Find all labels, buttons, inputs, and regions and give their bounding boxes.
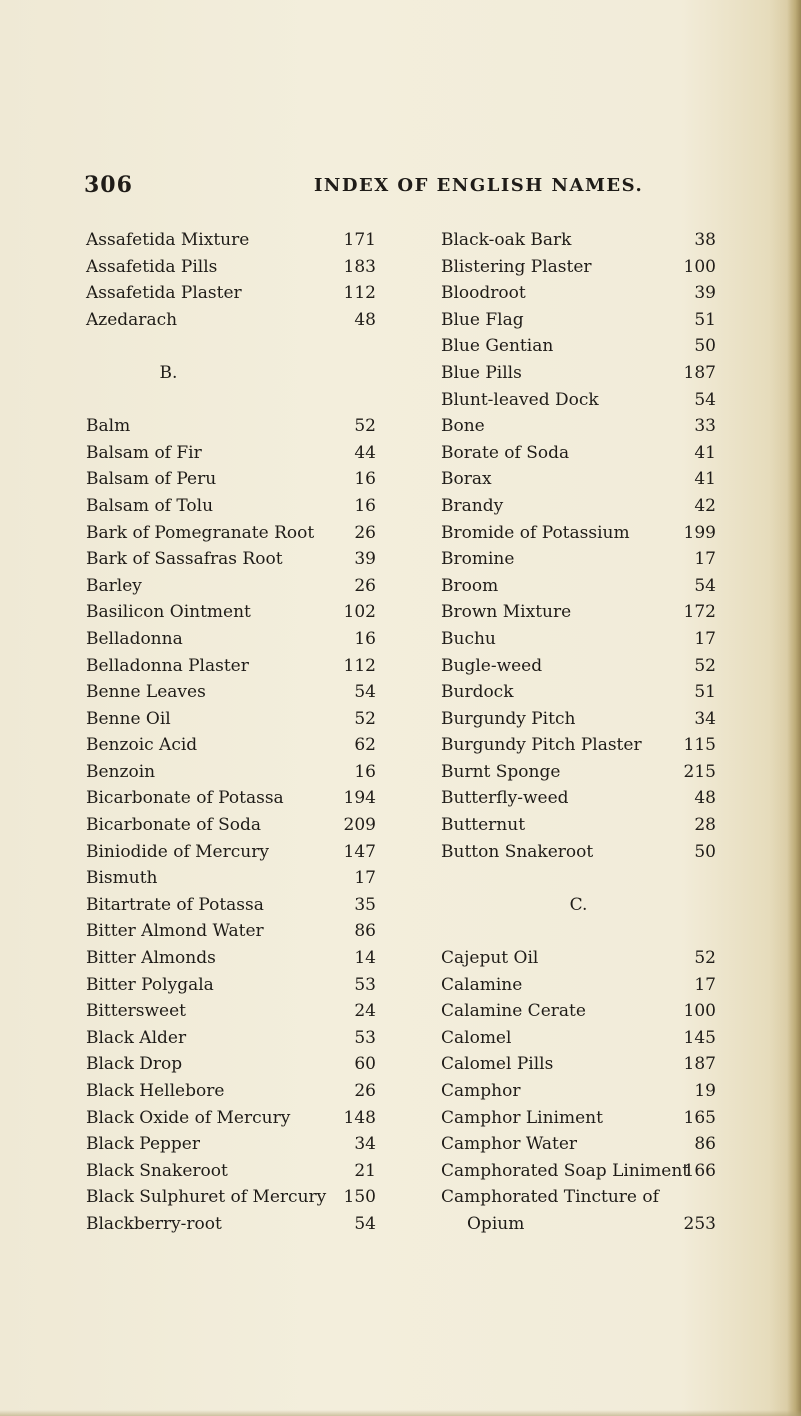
entry-name: Blue Flag xyxy=(441,309,524,330)
entry-page-number: 147 xyxy=(343,841,376,862)
entry-page-number: 50 xyxy=(694,336,716,357)
entry-page-number: 145 xyxy=(683,1027,716,1048)
entry-page-number: 53 xyxy=(354,1027,376,1048)
entry-page-number: 100 xyxy=(683,1001,716,1022)
entry-name: Black Sulphuret of Mercury xyxy=(86,1187,327,1208)
index-entry xyxy=(441,254,716,281)
index-entry xyxy=(86,546,376,573)
entry-page-number: 112 xyxy=(343,655,376,676)
entry-name: Buchu xyxy=(441,628,496,649)
index-entry xyxy=(441,865,716,892)
entry-name: Blackberry-root xyxy=(86,1213,222,1234)
entry-page-number: 16 xyxy=(354,495,376,516)
index-entry xyxy=(441,546,716,573)
index-entry xyxy=(86,706,376,733)
entry-page-number: 53 xyxy=(354,974,376,995)
entry-name: Broom xyxy=(441,575,499,596)
index-entry xyxy=(441,599,716,626)
entry-name: Calomel xyxy=(441,1027,512,1048)
entry-page-number: 54 xyxy=(694,575,716,596)
entry-name: Bismuth xyxy=(86,868,158,889)
index-entry xyxy=(441,998,716,1025)
page-edge-shadow xyxy=(787,0,801,1416)
entry-page-number: 35 xyxy=(354,894,376,915)
section-heading: C. xyxy=(569,894,588,915)
entry-name: Bitartrate of Potassa xyxy=(86,894,264,915)
entry-name: Balm xyxy=(86,416,131,437)
entry-page-number: 60 xyxy=(354,1054,376,1075)
entry-page-number: 51 xyxy=(694,309,716,330)
entry-page-number: 38 xyxy=(694,230,716,250)
index-entry xyxy=(441,307,716,334)
entry-name: Borax xyxy=(441,469,492,490)
entry-name: Camphor Liniment xyxy=(441,1107,603,1128)
entry-name: Calomel Pills xyxy=(441,1054,554,1075)
entry-name: Assafetida Mixture xyxy=(86,230,250,250)
entry-name: Cajeput Oil xyxy=(441,948,539,969)
entry-name: Barley xyxy=(86,575,142,596)
entry-name: Benzoin xyxy=(86,761,156,782)
page-number: 306 xyxy=(84,172,133,198)
entry-name: Bark of Pomegranate Root xyxy=(86,522,315,543)
entry-page-number: 52 xyxy=(354,416,376,437)
entry-name: Bicarbonate of Soda xyxy=(86,815,262,836)
entry-name: Biniodide of Mercury xyxy=(86,841,269,862)
index-entry xyxy=(86,839,376,866)
index-entry xyxy=(86,387,376,414)
index-entry xyxy=(441,1051,716,1078)
section-letter xyxy=(86,360,376,387)
entry-name: Basilicon Ointment xyxy=(86,602,251,623)
index-entry xyxy=(441,1184,716,1211)
entry-page-number: 39 xyxy=(694,283,716,304)
running-title: INDEX OF ENGLISH NAMES. xyxy=(314,175,644,196)
entry-name: Burnt Sponge xyxy=(441,761,561,782)
entry-page-number: 41 xyxy=(694,442,716,463)
entry-page-number: 17 xyxy=(694,549,716,570)
entry-page-number: 16 xyxy=(354,469,376,490)
index-entry xyxy=(86,1184,376,1211)
entry-name: Benzoic Acid xyxy=(86,735,198,756)
index-entry xyxy=(86,573,376,600)
entry-name: Benne Leaves xyxy=(86,682,206,703)
index-entry xyxy=(441,945,716,972)
entry-page-number: 42 xyxy=(694,495,716,516)
entry-name: Butternut xyxy=(441,815,526,836)
entry-page-number: 54 xyxy=(354,682,376,703)
entry-name: Bittersweet xyxy=(86,1001,187,1022)
entry-page-number: 253 xyxy=(683,1213,716,1234)
entry-page-number: 183 xyxy=(343,256,376,277)
index-entry xyxy=(441,1158,716,1185)
index-entry xyxy=(86,679,376,706)
index-entry xyxy=(441,679,716,706)
index-entry xyxy=(441,280,716,307)
entry-page-number: 172 xyxy=(683,602,716,623)
index-entry xyxy=(86,599,376,626)
entry-name: Calamine Cerate xyxy=(441,1001,586,1022)
entry-name: Belladonna Plaster xyxy=(86,655,249,676)
entry-name: Camphor xyxy=(441,1081,521,1101)
entry-page-number: 166 xyxy=(683,1160,716,1181)
entry-name: Black Oxide of Mercury xyxy=(86,1107,291,1128)
entry-page-number: 148 xyxy=(343,1107,376,1128)
entry-page-number: 16 xyxy=(354,761,376,782)
entry-name: Camphorated Tincture of xyxy=(441,1187,659,1208)
entry-page-number: 112 xyxy=(343,283,376,304)
index-entry xyxy=(86,626,376,653)
entry-name: Button Snakeroot xyxy=(441,841,594,862)
index-entry xyxy=(441,520,716,547)
entry-name: Brown Mixture xyxy=(441,602,572,623)
entry-name: Azedarach xyxy=(86,309,178,330)
entry-name: Bromide of Potassium xyxy=(441,522,630,543)
entry-page-number: 54 xyxy=(354,1213,376,1234)
entry-name: Burgundy Pitch xyxy=(441,708,576,729)
index-entry xyxy=(441,1211,716,1238)
entry-page-number: 52 xyxy=(694,948,716,969)
entry-page-number: 86 xyxy=(694,1134,716,1155)
entry-page-number: 26 xyxy=(354,1081,376,1101)
entry-page-number: 52 xyxy=(694,655,716,676)
entry-page-number: 48 xyxy=(694,788,716,809)
entry-name: Balsam of Tolu xyxy=(86,495,214,516)
entry-page-number: 51 xyxy=(694,682,716,703)
entry-name: Assafetida Pills xyxy=(86,256,218,277)
entry-name: Belladonna xyxy=(86,628,183,649)
index-entry xyxy=(86,785,376,812)
entry-page-number: 21 xyxy=(354,1160,376,1181)
index-entry xyxy=(86,1158,376,1185)
index-entry xyxy=(441,493,716,520)
index-entry xyxy=(86,254,376,281)
entry-name: Blue Pills xyxy=(441,362,522,383)
index-entry xyxy=(441,573,716,600)
index-entry xyxy=(441,440,716,467)
index-entry xyxy=(86,466,376,493)
index-column-right xyxy=(441,227,716,1238)
index-entry xyxy=(86,972,376,999)
index-entry xyxy=(86,998,376,1025)
entry-name: Bitter Polygala xyxy=(86,974,214,995)
entry-name: Balsam of Peru xyxy=(86,469,217,490)
entry-name: Camphorated Soap Liniment xyxy=(441,1160,690,1181)
entry-page-number: 187 xyxy=(683,362,716,383)
entry-page-number: 62 xyxy=(354,735,376,756)
entry-page-number: 150 xyxy=(343,1187,376,1208)
entry-page-number: 171 xyxy=(343,230,376,250)
entry-page-number: 33 xyxy=(694,416,716,437)
index-entry xyxy=(441,785,716,812)
index-entry xyxy=(86,493,376,520)
entry-page-number: 115 xyxy=(683,735,716,756)
index-entry xyxy=(441,227,716,254)
index-entry xyxy=(86,413,376,440)
entry-name: Brandy xyxy=(441,495,504,516)
index-entry xyxy=(441,626,716,653)
entry-name: Burgundy Pitch Plaster xyxy=(441,735,642,756)
index-entry xyxy=(441,653,716,680)
entry-name: Benne Oil xyxy=(86,708,171,729)
index-entry xyxy=(86,333,376,360)
index-entry xyxy=(441,918,716,945)
section-heading: B. xyxy=(159,362,178,383)
entry-page-number: 44 xyxy=(354,442,376,463)
entry-name: Bloodroot xyxy=(441,283,526,304)
entry-page-number: 199 xyxy=(683,522,716,543)
entry-name: Calamine xyxy=(441,974,523,995)
entry-page-number: 54 xyxy=(694,389,716,410)
entry-page-number: 17 xyxy=(694,628,716,649)
entry-name: Balsam of Fir xyxy=(86,442,202,463)
index-entry xyxy=(441,466,716,493)
entry-page-number: 187 xyxy=(683,1054,716,1075)
entry-name: Black Snakeroot xyxy=(86,1160,228,1181)
index-entry xyxy=(441,1025,716,1052)
index-entry xyxy=(441,333,716,360)
entry-page-number: 16 xyxy=(354,628,376,649)
index-entry xyxy=(441,759,716,786)
index-entry xyxy=(86,945,376,972)
entry-page-number: 17 xyxy=(694,974,716,995)
entry-name: Bitter Almond Water xyxy=(86,921,264,942)
index-entry xyxy=(441,360,716,387)
entry-page-number: 34 xyxy=(694,708,716,729)
index-entry xyxy=(86,1105,376,1132)
index-column-left xyxy=(86,227,376,1238)
entry-name: Bark of Sassafras Root xyxy=(86,549,283,570)
index-entry xyxy=(86,759,376,786)
entry-name: Black Hellebore xyxy=(86,1081,225,1101)
index-entry xyxy=(441,706,716,733)
index-entry xyxy=(86,307,376,334)
entry-name: Assafetida Plaster xyxy=(86,283,242,304)
entry-name: Black-oak Bark xyxy=(441,230,572,250)
entry-name: Black Drop xyxy=(86,1054,183,1075)
entry-name: Borate of Soda xyxy=(441,442,570,463)
entry-page-number: 26 xyxy=(354,575,376,596)
index-entry xyxy=(441,732,716,759)
index-entry xyxy=(86,440,376,467)
index-entry xyxy=(86,918,376,945)
entry-page-number: 50 xyxy=(694,841,716,862)
index-entry xyxy=(86,892,376,919)
index-entry xyxy=(441,413,716,440)
index-entry xyxy=(86,520,376,547)
index-entry xyxy=(441,1078,716,1105)
entry-name: Black Alder xyxy=(86,1027,187,1048)
entry-name: Bone xyxy=(441,416,485,437)
index-entry xyxy=(86,1131,376,1158)
entry-page-number: 17 xyxy=(354,868,376,889)
entry-name: Bitter Almonds xyxy=(86,948,216,969)
index-entry xyxy=(86,865,376,892)
entry-page-number: 34 xyxy=(354,1134,376,1155)
entry-page-number: 215 xyxy=(683,761,716,782)
index-entry xyxy=(86,1051,376,1078)
entry-name: Blue Gentian xyxy=(441,336,554,357)
entry-page-number: 28 xyxy=(694,815,716,836)
index-entry xyxy=(86,812,376,839)
entry-page-number: 48 xyxy=(354,309,376,330)
entry-page-number: 41 xyxy=(694,469,716,490)
index-entry xyxy=(441,972,716,999)
entry-name: Bromine xyxy=(441,549,515,570)
entry-name: Bicarbonate of Potassa xyxy=(86,788,284,809)
index-entry xyxy=(86,227,376,254)
index-entry xyxy=(441,387,716,414)
index-entry xyxy=(441,812,716,839)
entry-page-number: 52 xyxy=(354,708,376,729)
entry-page-number: 209 xyxy=(343,815,376,836)
page-bottom-edge xyxy=(0,1410,801,1416)
section-letter xyxy=(441,892,716,919)
entry-page-number: 102 xyxy=(343,602,376,623)
index-entry xyxy=(86,280,376,307)
index-entry xyxy=(86,653,376,680)
entry-page-number: 100 xyxy=(683,256,716,277)
entry-name: Blistering Plaster xyxy=(441,256,592,277)
entry-page-number: 19 xyxy=(694,1081,716,1101)
index-entry xyxy=(86,1078,376,1105)
entry-name: Bugle-weed xyxy=(441,655,543,676)
entry-page-number: 39 xyxy=(354,549,376,570)
entry-name: Opium xyxy=(467,1213,525,1234)
index-entry xyxy=(86,732,376,759)
index-entry xyxy=(86,1211,376,1238)
entry-page-number: 194 xyxy=(343,788,376,809)
entry-name: Blunt-leaved Dock xyxy=(441,389,599,410)
entry-name: Camphor Water xyxy=(441,1134,578,1155)
index-entry xyxy=(441,839,716,866)
index-entry xyxy=(86,1025,376,1052)
entry-name: Burdock xyxy=(441,682,514,703)
page-header xyxy=(0,172,801,202)
entry-page-number: 165 xyxy=(683,1107,716,1128)
entry-page-number: 86 xyxy=(354,921,376,942)
index-entry xyxy=(441,1105,716,1132)
entry-page-number: 14 xyxy=(354,948,376,969)
index-entry xyxy=(441,1131,716,1158)
entry-name: Butterfly-weed xyxy=(441,788,569,809)
entry-page-number: 26 xyxy=(354,522,376,543)
entry-page-number: 24 xyxy=(354,1001,376,1022)
entry-name: Black Pepper xyxy=(86,1134,200,1155)
